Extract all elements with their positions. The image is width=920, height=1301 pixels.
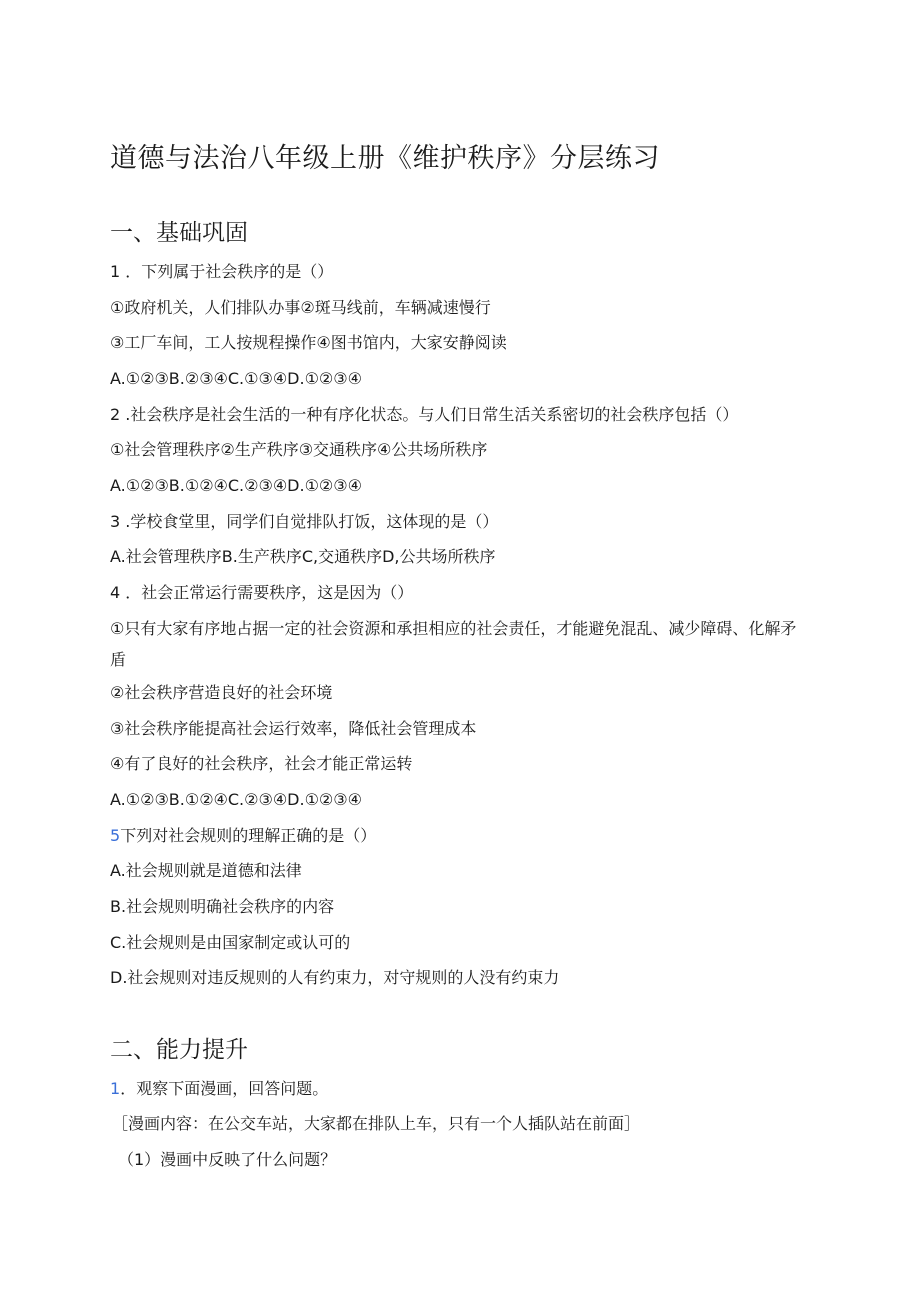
q1-items-b: ③工厂车间，工人按规程操作④图书馆内，大家安静阅读 <box>110 333 507 352</box>
q5-stem-line <box>110 825 376 847</box>
q4-item-2: ②社会秩序营造良好的社会环境 <box>110 683 333 702</box>
q4-item-4: ④有了良好的社会秩序，社会才能正常运转 <box>110 754 413 773</box>
q1-stem: 1 ．下列属于社会秩序的是（） <box>110 262 334 281</box>
q1-options: A.①②③B.②③④C.①③④D.①②③④ <box>110 369 362 388</box>
p1-number: 1 <box>110 1079 121 1098</box>
p1-comic-description: ［漫画内容：在公交车站，大家都在排队上车，只有一个人插队站在前面］ <box>112 1114 641 1133</box>
q5-option-c: C.社会规则是由国家制定或认可的 <box>110 933 351 952</box>
q5-number: 5 <box>110 826 121 845</box>
q4-stem: 4 ．社会正常运行需要秩序，这是因为（） <box>110 583 414 602</box>
q2-items: ①社会管理秩序②生产秩序③交通秩序④公共场所秩序 <box>110 440 488 459</box>
p1-stem-line <box>110 1078 328 1100</box>
page-title: 道德与法治八年级上册《维护秩序》分层练习 <box>110 143 660 174</box>
q4-item-3: ③社会秩序能提高社会运行效率，降低社会管理成本 <box>110 719 477 738</box>
q4-item-1: ①只有大家有序地占据一定的社会资源和承担相应的社会责任，才能避免混乱、减少障碍、化解矛盾 <box>110 619 797 669</box>
q5-option-a: A.社会规则就是道德和法律 <box>110 861 302 880</box>
q5-option-d: D.社会规则对违反规则的人有约束力，对守规则的人没有约束力 <box>110 968 560 987</box>
q4-options: A.①②③B.①②④C.②③④D.①②③④ <box>110 790 362 809</box>
section-heading-basic: 一、基础巩固 <box>110 220 248 246</box>
q1-items-a: ①政府机关，人们排队办事②斑马线前，车辆减速慢行 <box>110 298 491 317</box>
q3-stem: 3 .学校食堂里，同学们自觉排队打饭，这体现的是（） <box>110 512 499 531</box>
q5-option-b: B.社会规则明确社会秩序的内容 <box>110 897 335 916</box>
q3-options: A.社会管理秩序B.生产秩序C,交通秩序D,公共场所秩序 <box>110 547 496 566</box>
q2-options: A.①②③B.①②④C.②③④D.①②③④ <box>110 476 362 495</box>
q2-stem: 2 .社会秩序是社会生活的一种有序化状态。与人们日常生活关系密切的社会秩序包括（） <box>110 405 739 424</box>
section-heading-advanced: 二、能力提升 <box>110 1037 248 1063</box>
p1-stem: ．观察下面漫画，回答问题。 <box>120 1079 329 1098</box>
p1-subquestion-1: （1）漫画中反映了什么问题？ <box>118 1150 337 1169</box>
q5-stem: 下列对社会规则的理解正确的是（） <box>120 826 377 845</box>
